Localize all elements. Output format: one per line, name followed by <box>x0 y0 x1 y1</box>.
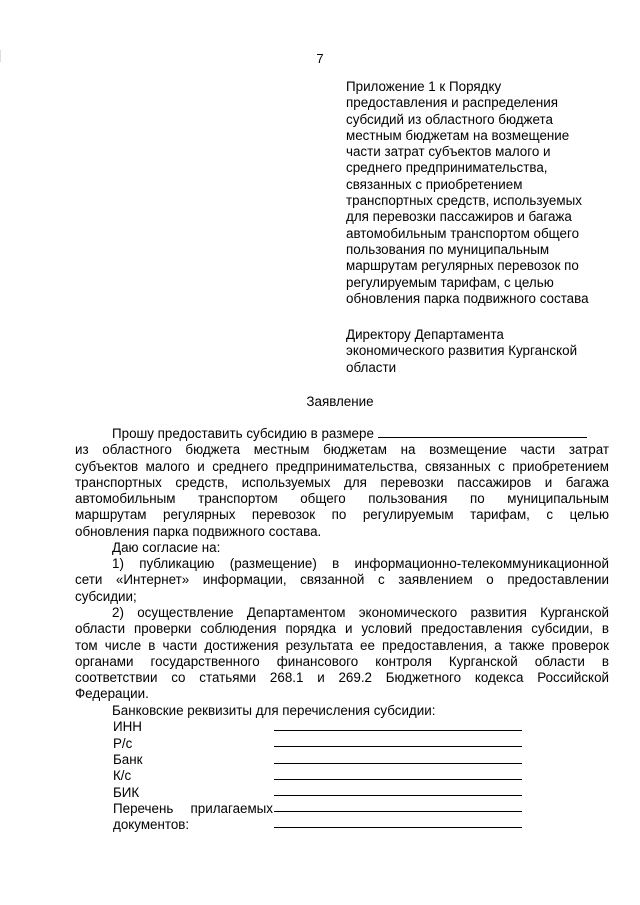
account-label: Р/с <box>113 736 133 751</box>
addressee-line: Директору Департамента <box>346 327 504 342</box>
consent-2-line: соответствии со статьями 268.1 и 269.2 Бюджетного кодекса Российской <box>75 670 609 686</box>
attached-docs-label: Перечень прилагаемых <box>113 801 273 816</box>
consent-item-2 <box>75 605 609 703</box>
annex-heading <box>346 79 589 307</box>
request-first-line <box>75 426 609 442</box>
consent-2-line: области проверки соблюдения порядка и условий предоставления субсидии, в <box>75 621 609 637</box>
request-line: автомобильным транспортом общего пользования по муниципальным <box>75 491 609 507</box>
request-line: транспортных средств, используемых для перевозки пассажиров и багажа <box>75 474 609 490</box>
bank-name-label: Банк <box>113 752 143 767</box>
consent-intro: Даю согласие на: <box>112 540 221 555</box>
annex-line: Приложение 1 к Порядку <box>346 79 502 94</box>
consent-1-line: сети «Интернет» информации, связанной с заявлением о предоставлении <box>75 572 609 588</box>
annex-line: автомобильным транспортом общего <box>346 225 580 241</box>
annex-line: предоставления и распределения <box>346 95 558 111</box>
annex-line: среднего предпринимательства, <box>346 160 548 176</box>
request-line: маршрутам регулярных перевозок по регулируемым тарифам, с целью <box>75 507 609 523</box>
inn-label: ИНН <box>113 719 142 734</box>
account-blank[interactable] <box>274 746 522 747</box>
request-line: из областного бюджета местным бюджетам на возмещение части затрат <box>75 442 609 458</box>
consent-1-line: субсидии; <box>75 588 137 604</box>
subsidy-amount-blank[interactable] <box>378 437 587 438</box>
request-text: Прошу предоставить субсидию в размере <box>112 426 374 441</box>
bank-heading: Банковские реквизиты для перечисления субсидии: <box>112 703 436 718</box>
bik-label: БИК <box>113 785 140 800</box>
consent-2-line: органами государственного финансового контроля Курганской области в <box>75 653 609 669</box>
document-title: Заявление <box>306 394 374 409</box>
bank-name-blank[interactable] <box>274 763 522 764</box>
page-number: 7 <box>316 51 324 66</box>
annex-line: транспортных средств, используемых <box>346 193 582 209</box>
annex-line: регулируемым тарифам, с целью <box>346 274 554 290</box>
addressee-line: экономического развития Курганской <box>346 343 578 359</box>
consent-2-line: Федерации. <box>75 686 149 702</box>
inn-blank[interactable] <box>274 730 522 731</box>
request-line: обновления парка подвижного состава. <box>75 523 322 539</box>
addressee-line: области <box>346 359 397 375</box>
annex-line: для перевозки пассажиров и багажа <box>346 209 572 225</box>
corr-account-blank[interactable] <box>274 779 522 780</box>
request-paragraph <box>75 426 609 540</box>
annex-line: пользования по муниципальным <box>346 241 550 257</box>
corr-account-label: К/с <box>113 768 132 783</box>
annex-line: части затрат субъектов малого и <box>346 144 551 160</box>
addressee <box>346 327 577 376</box>
consent-2-line: том числе в части достижения результата ее предоставления, а также проверок <box>75 637 609 653</box>
annex-line: связанных с приобретением <box>346 176 523 192</box>
consent-item-1 <box>75 556 609 605</box>
attached-docs-label-2: документов: <box>113 817 190 832</box>
request-line: субъектов малого и среднего предпринимательства, связанных с приобретением <box>75 458 609 474</box>
attached-docs-blank[interactable] <box>274 811 522 812</box>
annex-line: маршрутам регулярных перевозок по <box>346 258 579 274</box>
consent-1-line: 1) публикацию (размещение) в информационно-телекоммуникационной <box>112 556 609 571</box>
annex-line: местным бюджетам на возмещение <box>346 127 570 143</box>
attached-docs-blank-2[interactable] <box>274 827 522 828</box>
bik-blank[interactable] <box>274 795 522 796</box>
consent-2-line: 2) осуществление Департаментом экономического развития Курганской <box>112 605 609 620</box>
annex-line: субсидий из областного бюджета <box>346 111 553 127</box>
annex-line: обновления парка подвижного состава <box>346 290 589 306</box>
